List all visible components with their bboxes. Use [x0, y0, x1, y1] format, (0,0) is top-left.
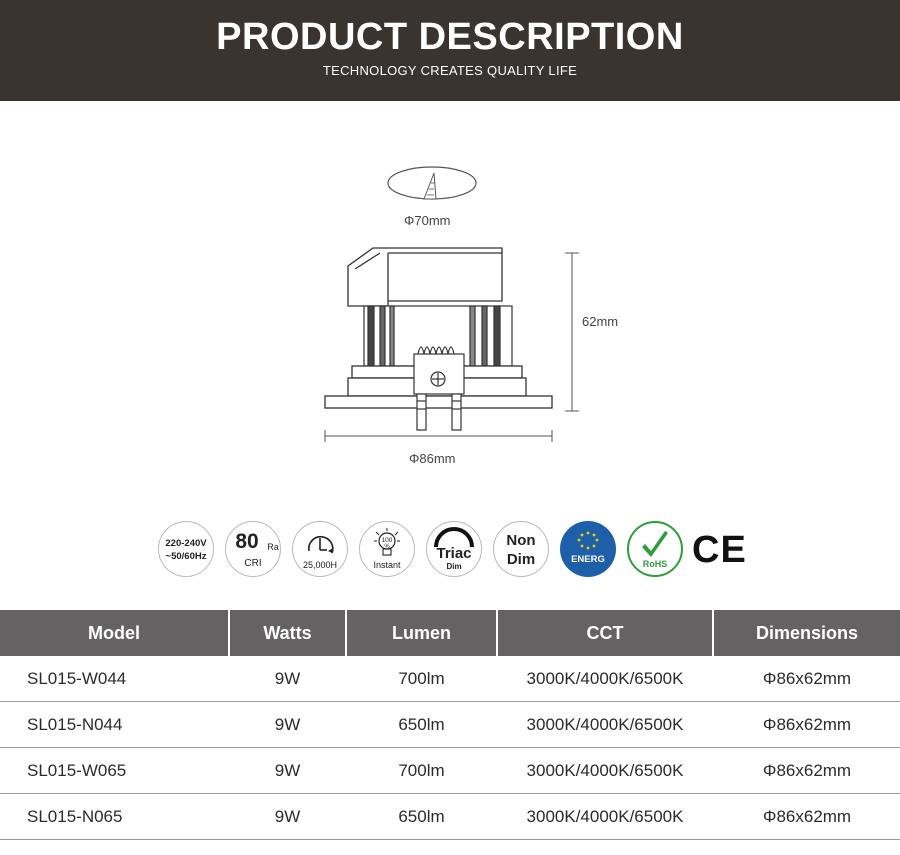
table-row — [0, 656, 900, 702]
instant-label: Instant — [373, 560, 401, 570]
downlight-diagram — [0, 101, 900, 501]
cell-lumen: 700lm — [398, 761, 445, 780]
triac-label: Triac — [436, 545, 472, 562]
cell-cct: 3000K/4000K/6500K — [526, 715, 684, 734]
cell-model: SL015-W044 — [27, 669, 127, 688]
cri-badge — [225, 521, 281, 577]
instant-percent-unit: % — [384, 544, 390, 550]
cell-dimensions: Φ86x62mm — [762, 761, 852, 780]
col-watts: Watts — [263, 623, 312, 643]
table-row — [0, 794, 900, 840]
non-dim-line2: Dim — [506, 551, 536, 568]
cell-model: SL015-N044 — [27, 715, 123, 734]
non-dim-badge — [493, 521, 549, 577]
width-dimension — [325, 430, 552, 442]
non-dim-line1: Non — [506, 532, 536, 549]
cell-dimensions: Φ86x62mm — [762, 807, 852, 826]
voltage-range: 220-240V — [165, 538, 207, 549]
lifetime-hours: 25,000H — [302, 560, 338, 570]
instant-start-badge — [359, 521, 415, 577]
cell-dimensions: Φ86x62mm — [762, 669, 852, 688]
lifetime-badge — [292, 521, 348, 577]
table-row — [0, 702, 900, 748]
rohs-label: RoHS — [642, 559, 668, 569]
cell-dimensions: Φ86x62mm — [762, 715, 852, 734]
triac-dim-label: Dim — [446, 562, 462, 571]
cell-cct: 3000K/4000K/6500K — [526, 669, 684, 688]
table-row — [0, 748, 900, 794]
width-label: Φ86mm — [409, 451, 456, 466]
page-subtitle: TECHNOLOGY CREATES QUALITY LIFE — [322, 63, 578, 78]
voltage-badge — [158, 521, 214, 577]
cell-lumen: 650lm — [398, 715, 445, 734]
eu-stars-icon — [560, 521, 616, 577]
page-title: PRODUCT DESCRIPTION — [216, 16, 684, 58]
cell-model: SL015-N065 — [27, 807, 123, 826]
triac-dim-badge — [426, 521, 482, 577]
ce-mark: CE — [692, 529, 747, 571]
cutout-diameter-label: Φ70mm — [404, 213, 451, 228]
driver-box — [348, 248, 502, 306]
cell-lumen: 700lm — [398, 669, 445, 688]
cell-watts: 9W — [274, 807, 301, 826]
cri-value: 80 — [235, 530, 259, 553]
spring-clip — [414, 347, 464, 430]
cell-model: SL015-W065 — [27, 761, 127, 780]
technical-drawing — [0, 101, 900, 501]
col-lumen: Lumen — [391, 623, 451, 643]
page-header — [0, 0, 900, 101]
cell-watts: 9W — [274, 761, 301, 780]
cell-watts: 9W — [274, 715, 301, 734]
col-dimensions: Dimensions — [755, 623, 859, 643]
cell-cct: 3000K/4000K/6500K — [526, 761, 684, 780]
rohs-badge — [627, 521, 683, 577]
energy-badge — [560, 521, 616, 577]
cri-unit: Ra — [267, 542, 279, 552]
table-header — [0, 610, 900, 656]
cri-label: CRI — [244, 558, 262, 569]
feature-badges — [158, 521, 748, 581]
height-label: 62mm — [582, 314, 619, 329]
cell-watts: 9W — [274, 669, 301, 688]
instant-percent-value: 100 — [381, 537, 393, 544]
col-model: Model — [88, 623, 140, 643]
height-dimension — [565, 253, 579, 411]
cell-lumen: 650lm — [398, 807, 445, 826]
frequency: ~50/60Hz — [165, 551, 207, 562]
col-cct: CCT — [586, 623, 624, 643]
cell-cct: 3000K/4000K/6500K — [526, 807, 684, 826]
energy-label: ENERG — [571, 554, 605, 565]
